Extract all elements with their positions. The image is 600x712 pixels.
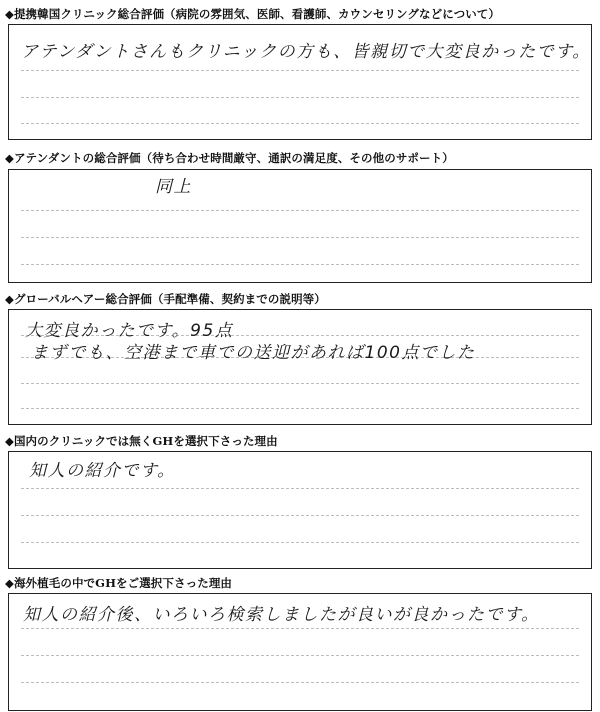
handwritten-answer: 大変良かったです。95点 xyxy=(25,321,234,341)
ruled-line xyxy=(21,97,579,98)
section-clinic-evaluation xyxy=(0,0,600,140)
ruled-line xyxy=(21,237,579,238)
section-globalhair-evaluation xyxy=(0,287,600,427)
ruled-line xyxy=(21,383,579,384)
ruled-line xyxy=(21,655,579,656)
answer-box xyxy=(8,169,592,283)
ruled-line xyxy=(21,210,579,211)
ruled-line xyxy=(21,488,579,489)
section-heading: ◆提携韓国クリニック総合評価（病院の雰囲気、医師、看護師、カウンセリングなどについて） xyxy=(5,7,500,21)
answer-box xyxy=(8,24,592,140)
section-attendant-evaluation xyxy=(0,145,600,285)
section-reason-domestic xyxy=(0,430,600,570)
ruled-line xyxy=(21,70,579,71)
handwritten-answer: 知人の紹介後、いろいろ検索しましたが良いが良かったです。 xyxy=(23,605,540,625)
answer-box xyxy=(8,451,592,569)
ruled-line xyxy=(21,628,579,629)
ruled-line xyxy=(21,542,579,543)
section-reason-overseas xyxy=(0,572,600,712)
handwritten-answer: 知人の紹介です。 xyxy=(29,461,176,481)
answer-box xyxy=(8,309,592,425)
answer-box xyxy=(8,593,592,711)
section-heading: ◆アテンダントの総合評価（待ち合わせ時間厳守、通訳の満足度、その他のサポート） xyxy=(5,151,454,165)
handwritten-answer: まずでも、空港まで車での送迎があれば100点でした xyxy=(31,343,476,363)
section-heading: ◆海外植毛の中でGHをご選択下さった理由 xyxy=(5,576,233,590)
handwritten-answer: アテンダントさんもクリニックの方も、皆親切で大変良かったです。 xyxy=(21,42,591,62)
ruled-line xyxy=(21,515,579,516)
handwritten-answer: 同上 xyxy=(155,177,192,197)
ruled-line xyxy=(21,123,579,124)
section-heading: ◆国内のクリニックでは無くGHを選択下さった理由 xyxy=(5,434,278,448)
ruled-line xyxy=(21,682,579,683)
ruled-line xyxy=(21,264,579,265)
ruled-line xyxy=(21,408,579,409)
section-heading: ◆グローバルヘアー総合評価（手配準備、契約までの説明等） xyxy=(5,292,326,306)
